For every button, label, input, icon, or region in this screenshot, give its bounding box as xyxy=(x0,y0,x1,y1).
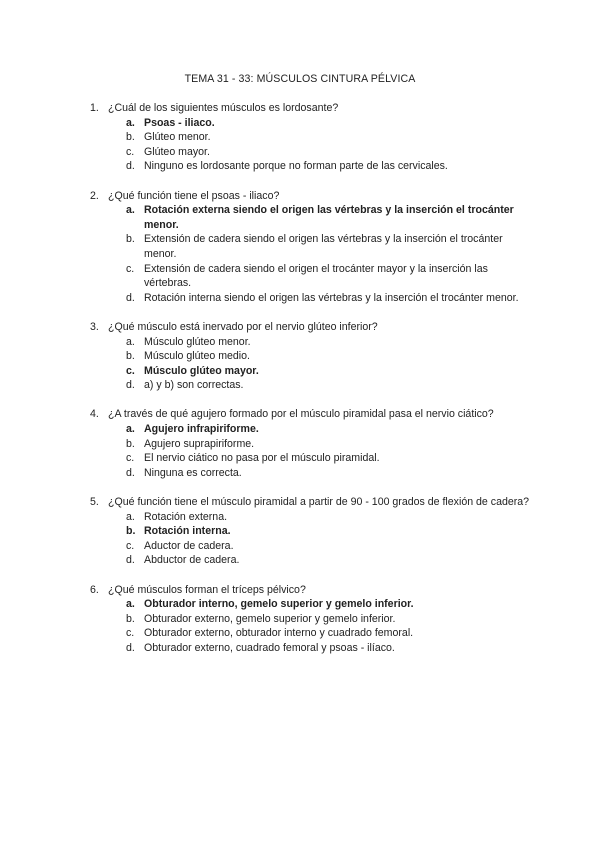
answer-option xyxy=(126,510,530,525)
option-text: Extensión de cadera siendo el origen las vértebras y la inserción el trocánter menor. xyxy=(144,233,503,260)
option-list xyxy=(90,116,530,174)
question-text: ¿Cuál de los siguientes músculos es lordosante? xyxy=(108,102,339,114)
option-text: El nervio ciático no pasa por el músculo piramidal. xyxy=(144,452,380,465)
option-text: Psoas - iliaco. xyxy=(144,116,215,129)
option-letter: c. xyxy=(126,627,135,640)
option-letter: d. xyxy=(126,291,135,304)
question-text: ¿A través de qué agujero formado por el músculo piramidal pasa el nervio ciático? xyxy=(108,408,494,421)
option-letter: b. xyxy=(126,525,136,538)
answer-option xyxy=(126,364,530,379)
answer-option xyxy=(126,116,530,131)
option-list xyxy=(90,510,530,568)
question-number: 3. xyxy=(90,320,99,333)
answer-option xyxy=(126,145,530,160)
option-list xyxy=(90,335,530,393)
option-list xyxy=(90,203,530,305)
question-text: ¿Qué función tiene el músculo piramidal a partir de 90 - 100 grados de flexión de cadera? xyxy=(108,496,530,509)
option-text: Obturador externo, obturador interno y cuadrado femoral. xyxy=(144,627,414,640)
answer-option xyxy=(126,262,530,291)
answer-option xyxy=(126,349,530,364)
option-list xyxy=(90,422,530,480)
question-number: 2. xyxy=(90,189,99,202)
option-text: Obturador externo, cuadrado femoral y psoas - ilíaco. xyxy=(144,641,395,654)
option-text: Abductor de cadera. xyxy=(144,554,240,567)
option-text: a) y b) son correctas. xyxy=(144,379,244,392)
option-letter: d. xyxy=(126,554,135,567)
answer-option xyxy=(126,203,530,232)
option-letter: a. xyxy=(126,335,135,348)
question-number: 1. xyxy=(90,102,99,114)
option-text: Aductor de cadera. xyxy=(144,539,234,552)
option-text: Músculo glúteo mayor. xyxy=(144,364,259,377)
question-list xyxy=(90,101,530,670)
answer-option xyxy=(126,466,530,481)
answer-option xyxy=(126,539,530,554)
answer-option xyxy=(126,612,530,627)
option-letter: a. xyxy=(126,204,135,217)
option-text: Ninguno es lordosante porque no forman parte de las cervicales. xyxy=(144,160,448,173)
option-text: Glúteo menor. xyxy=(144,131,211,144)
option-letter: c. xyxy=(126,452,135,465)
answer-option xyxy=(126,626,530,641)
option-text: Músculo glúteo menor. xyxy=(144,335,251,348)
answer-option xyxy=(126,232,530,261)
option-text: Rotación externa siendo el origen las vértebras y la inserción el trocánter menor. xyxy=(144,204,514,231)
option-text: Agujero infrapiriforme. xyxy=(144,423,259,436)
option-letter: a. xyxy=(126,510,135,523)
option-letter: b. xyxy=(126,350,135,363)
answer-option xyxy=(126,291,530,306)
answer-option xyxy=(126,335,530,350)
page-title: TEMA 31 - 33: MÚSCULOS CINTURA PÉLVICA xyxy=(184,73,416,85)
question xyxy=(90,495,530,568)
option-letter: d. xyxy=(126,160,135,173)
option-text: Músculo glúteo medio. xyxy=(144,350,250,363)
option-text: Rotación interna. xyxy=(144,525,231,538)
question xyxy=(90,101,530,174)
question-text: ¿Qué músculos forman el tríceps pélvico? xyxy=(108,583,306,596)
option-letter: b. xyxy=(126,437,135,450)
answer-option xyxy=(126,422,530,437)
option-letter: b. xyxy=(126,233,135,246)
question-number: 5. xyxy=(90,496,99,509)
question xyxy=(90,189,530,306)
option-letter: a. xyxy=(126,598,135,611)
option-letter: c. xyxy=(126,364,135,377)
answer-option xyxy=(126,553,530,568)
question xyxy=(90,407,530,480)
answer-option xyxy=(126,437,530,452)
option-text: Obturador externo, gemelo superior y gemelo inferior. xyxy=(144,612,396,625)
option-text: Rotación externa. xyxy=(144,510,228,523)
option-text: Extensión de cadera siendo el origen el trocánter mayor y la inserción las vértebras. xyxy=(144,262,488,290)
option-text: Glúteo mayor. xyxy=(144,145,210,158)
question-number: 6. xyxy=(90,583,99,596)
answer-option xyxy=(126,378,530,393)
option-letter: b. xyxy=(126,612,135,625)
question-text: ¿Qué función tiene el psoas - iliaco? xyxy=(108,189,280,202)
option-list xyxy=(90,597,530,655)
question xyxy=(90,320,530,393)
option-text: Rotación interna siendo el origen las vértebras y la inserción el trocánter menor. xyxy=(144,291,519,304)
option-text: Obturador interno, gemelo superior y gemelo inferior. xyxy=(144,598,414,611)
answer-option xyxy=(126,130,530,145)
answer-option xyxy=(126,641,530,656)
option-letter: b. xyxy=(126,131,135,144)
option-letter: a. xyxy=(126,423,135,436)
question xyxy=(90,583,530,656)
option-text: Agujero suprapiriforme. xyxy=(144,437,255,450)
option-letter: d. xyxy=(126,641,135,654)
question-text: ¿Qué músculo está inervado por el nervio glúteo inferior? xyxy=(108,320,378,333)
option-letter: c. xyxy=(126,539,135,552)
option-letter: d. xyxy=(126,466,135,479)
option-letter: d. xyxy=(126,379,135,392)
option-letter: c. xyxy=(126,262,135,275)
answer-option xyxy=(126,159,530,174)
option-text: Ninguna es correcta. xyxy=(144,466,242,479)
option-letter: c. xyxy=(126,145,135,158)
question-number: 4. xyxy=(90,408,99,421)
answer-option xyxy=(126,451,530,466)
answer-option xyxy=(126,524,530,539)
answer-option xyxy=(126,597,530,612)
option-letter: a. xyxy=(126,116,135,129)
